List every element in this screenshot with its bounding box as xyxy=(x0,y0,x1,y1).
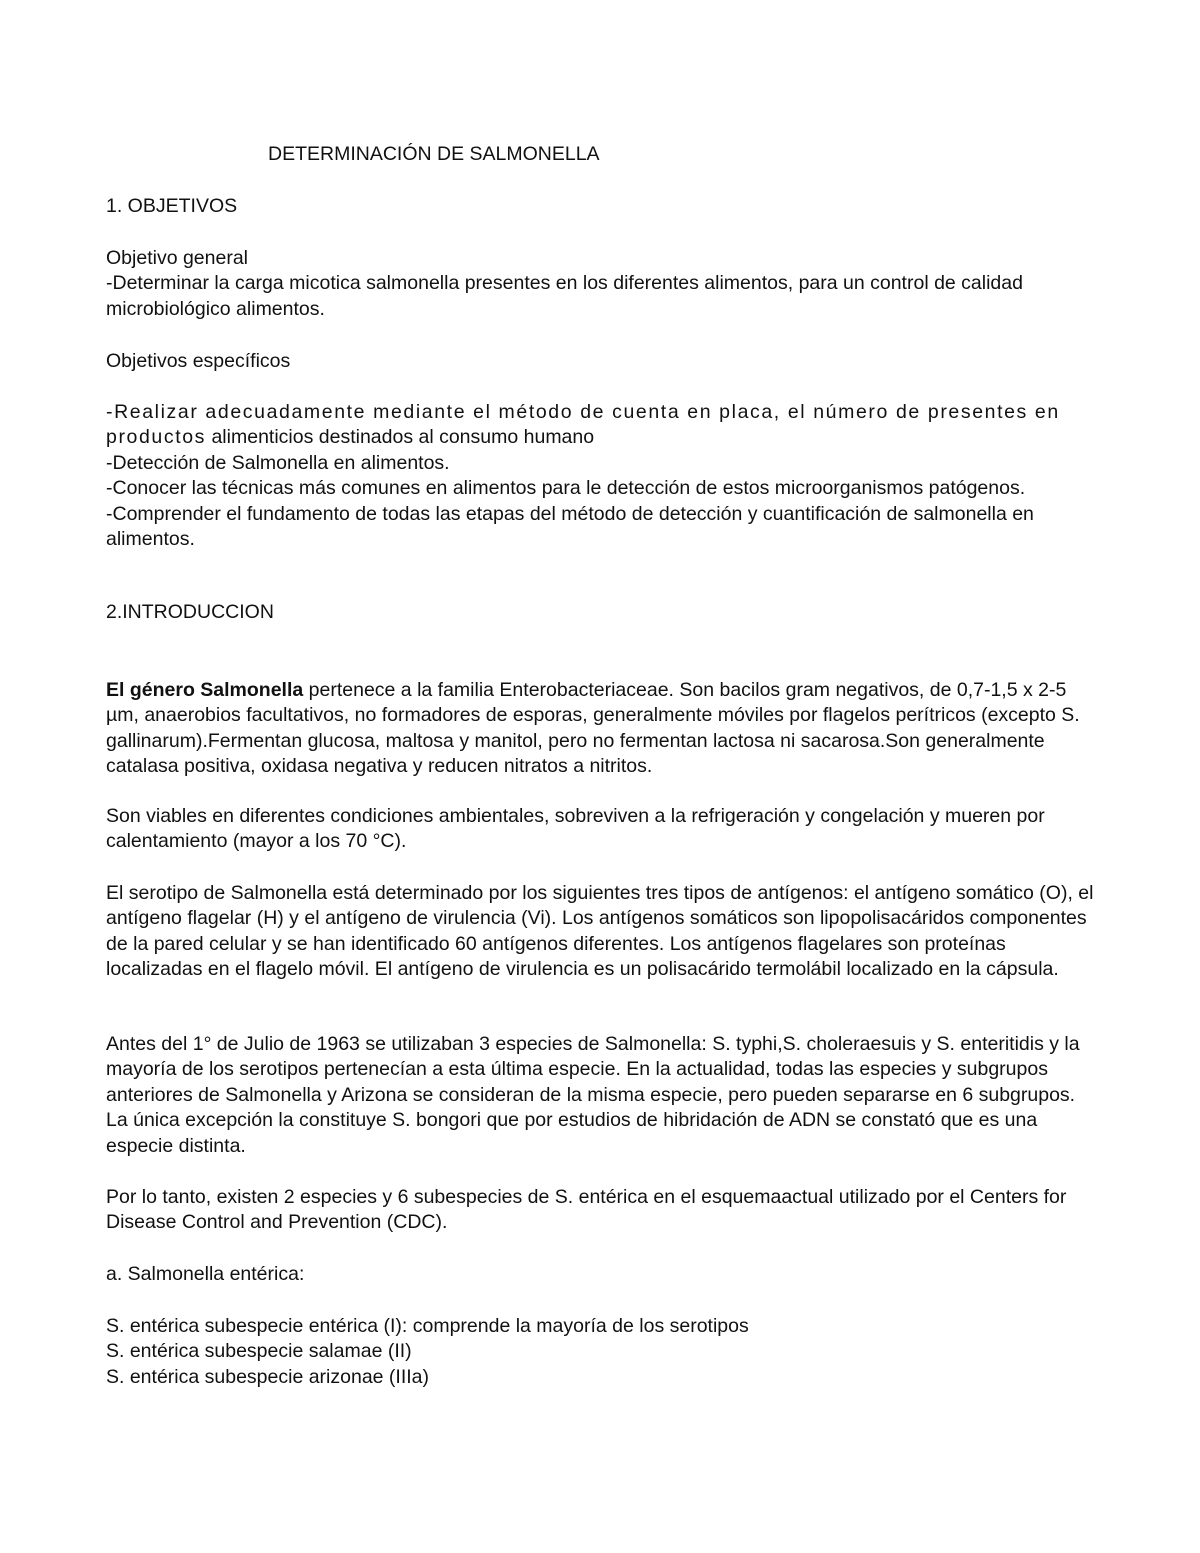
objetivo-especifico-item xyxy=(106,400,1096,451)
objetivo-especifico-item: -Comprender el fundamento de todas las etapas del método de detección y cuantificación de salmonella en alimentos. xyxy=(106,502,1034,551)
objetivo-general-block xyxy=(106,246,1096,322)
list-item: S. entérica subespecie entérica (I): comprende la mayoría de los serotipos xyxy=(106,1315,749,1337)
list-item: S. entérica subespecie arizonae (IIIa) xyxy=(106,1365,430,1388)
intro-paragraph: Son viables en diferentes condiciones ambientales, sobreviven a la refrigeración y congelación y mueren por calentamiento (mayor a los 70 °C). xyxy=(106,805,1045,853)
objetivo-especifico-item-rest: alimenticios destinados al consumo humano xyxy=(206,426,595,449)
objetivo-especifico-item: -Detección de Salmonella en alimentos. xyxy=(106,451,450,474)
objetivo-especifico-item: -Conocer las técnicas más comunes en alimentos para le detección de estos microorganismos patógenos. xyxy=(106,477,1026,500)
objetivos-especificos-list xyxy=(106,400,1096,552)
objetivos-especificos-heading: Objetivos específicos xyxy=(106,350,291,372)
subheading-salmonella-enterica: a. Salmonella entérica: xyxy=(106,1263,305,1285)
document-title: DETERMINACIÓN DE SALMONELLA xyxy=(268,143,600,165)
objetivo-general-text: -Determinar la carga micotica salmonella presentes en los diferentes alimentos, para un control de calidad microbiológico alimentos. xyxy=(106,272,1023,320)
intro-paragraph xyxy=(106,678,1096,780)
section-heading-introduccion: 2.INTRODUCCION xyxy=(106,601,274,623)
intro-paragraph-text: pertenece a la familia Enterobacteriaceae. Son bacilos gram negativos, de 0,7-1,5 x 2-5 µm, anaerobios facultativos, no formadores de esporas, generalmente móviles por flagelos perítricos (excepto S. gallinarum).Fermentan glucosa, maltosa y manitol, pero no fermentan lactosa ni sacarosa.Son generalmente catalasa positiva, oxidasa negativa y reducen nitratos a nitritos. xyxy=(106,679,1080,778)
objetivo-general-heading: Objetivo general xyxy=(106,247,249,269)
intro-paragraph: Antes del 1° de Julio de 1963 se utilizaban 3 especies de Salmonella: S. typhi,S. choleraesuis y S. enteritidis y la mayoría de los serotipos pertenecían a esta última especie. En la actualidad, todas las especies y subgrupos anteriores de Salmonella y Arizona se consideran de la misma especie, pero pueden separarse en 6 subgrupos. La única excepción la constituye S. bongori que por estudios de hibridación de ADN se constató que es una especie distinta. xyxy=(106,1033,1080,1157)
objetivo-especifico-item-spaced: -Realizar adecuadamente mediante el método de cuenta en placa, el número de presentes en productos xyxy=(106,401,1060,449)
intro-bold-lead: El género Salmonella xyxy=(106,679,304,701)
section-heading-objetivos: 1. OBJETIVOS xyxy=(106,195,238,217)
intro-paragraph: El serotipo de Salmonella está determinado por los siguientes tres tipos de antígenos: el antígeno somático (O), el antígeno flagelar (H) y el antígeno de virulencia (Vi). Los antígenos somáticos son lipopolisacáridos componentes de la pared celular y se han identificado 60 antígenos diferentes. Los antígenos flagelares son proteínas localizadas en el flagelo móvil. El antígeno de virulencia es un polisacárido termolábil localizado en la cápsula. xyxy=(106,882,1094,981)
list-item: S. entérica subespecie salamae (II) xyxy=(106,1340,412,1363)
subspecies-list xyxy=(106,1314,1096,1390)
intro-paragraph: Por lo tanto, existen 2 especies y 6 subespecies de S. entérica en el esquemaactual utilizado por el Centers for Disease Control and Prevention (CDC). xyxy=(106,1186,1067,1234)
